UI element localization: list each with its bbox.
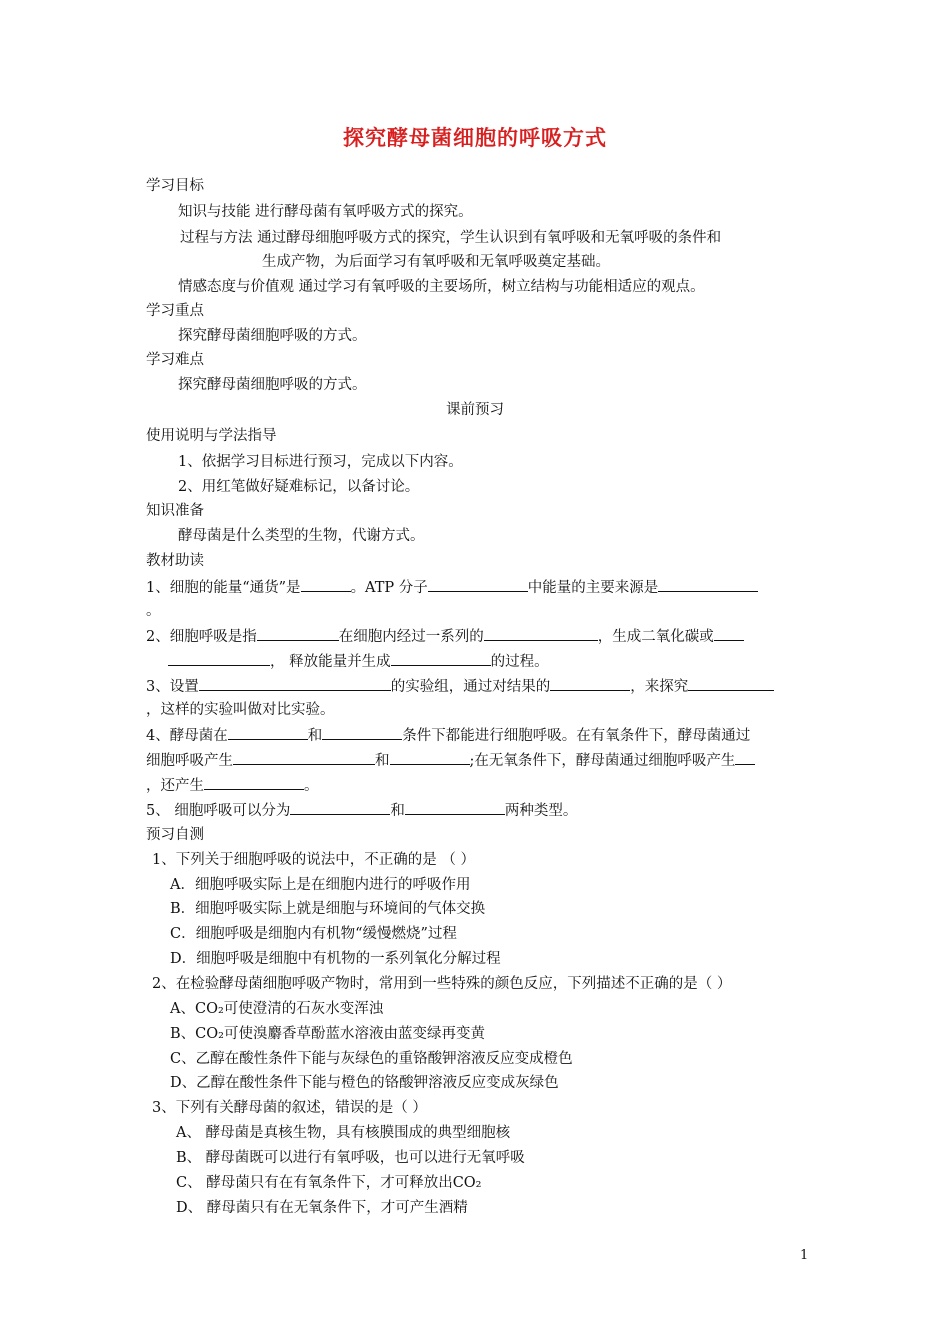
guide-heading: 使用说明与学法指导 xyxy=(146,428,277,444)
self-test-heading: 预习自测 xyxy=(146,827,204,843)
answer-blank[interactable] xyxy=(228,725,308,740)
self-test-q3-option: C、 酵母菌只有在有氧条件下，才可释放出CO₂ xyxy=(176,1175,482,1191)
self-test-q2-stem: 2、在检验酵母菌细胞呼吸产物时，常用到一些特殊的颜色反应，下列描述不正确的是（ ） xyxy=(152,976,732,992)
self-test-q3-stem: 3、下列有关酵母菌的叙述，错误的是（ ） xyxy=(152,1100,427,1116)
reading-q3-line2: ，这样的实验叫做对比实验。 xyxy=(146,702,335,718)
answer-blank[interactable] xyxy=(688,676,774,691)
answer-blank[interactable] xyxy=(714,626,744,641)
reading-q1-line2: 。 xyxy=(146,603,161,619)
answer-blank[interactable] xyxy=(168,651,270,666)
objectives-heading: 学习目标 xyxy=(146,178,204,194)
difficulty-text: 探究酵母菌细胞呼吸的方式。 xyxy=(178,377,367,393)
self-test-q1-option: A．细胞呼吸实际上是在细胞内进行的呼吸作用 xyxy=(170,877,471,893)
guide-item-1: 1、依据学习目标进行预习，完成以下内容。 xyxy=(178,454,463,470)
self-test-q3-option: B、 酵母菌既可以进行有氧呼吸，也可以进行无氧呼吸 xyxy=(176,1150,525,1166)
focus-heading: 学习重点 xyxy=(146,303,204,319)
answer-blank[interactable] xyxy=(290,800,390,815)
answer-blank[interactable] xyxy=(405,800,505,815)
answer-blank[interactable] xyxy=(550,676,630,691)
reading-q5: 5、 细胞呼吸可以分为 和 两种类型。 xyxy=(146,800,577,821)
guide-item-2: 2、用红笔做好疑难标记，以备讨论。 xyxy=(178,479,420,495)
preview-heading: 课前预习 xyxy=(446,402,504,418)
answer-blank[interactable] xyxy=(301,577,351,592)
reading-q4-line1: 4、酵母菌在 和 条件下都能进行细胞呼吸。在有氧条件下，酵母菌通过 xyxy=(146,725,750,746)
self-test-q3-option: D、 酵母菌只有在无氧条件下，才可产生酒精 xyxy=(176,1200,468,1216)
answer-blank[interactable] xyxy=(257,626,339,641)
answer-blank[interactable] xyxy=(204,775,304,790)
reading-q4-line2: 细胞呼吸产生 和 ;在无氧条件下，酵母菌通过细胞呼吸产生 xyxy=(146,750,755,771)
answer-blank[interactable] xyxy=(658,577,758,592)
self-test-q2-option: B、CO₂可使溴麝香草酚蓝水溶液由蓝变绿再变黄 xyxy=(170,1026,485,1042)
page-number: 1 xyxy=(800,1248,809,1263)
objective-knowledge: 知识与技能 进行酵母菌有氧呼吸方式的探究。 xyxy=(178,204,473,220)
self-test-q1-option: B．细胞呼吸实际上就是细胞与环境间的气体交换 xyxy=(170,901,486,917)
reading-q1-line1: 1、细胞的能量“通货”是 。ATP 分子 中能量的主要来源是 xyxy=(146,577,758,598)
answer-blank[interactable] xyxy=(428,577,528,592)
reading-heading: 教材助读 xyxy=(146,553,204,569)
self-test-q1-stem: 1、下列关于细胞呼吸的说法中，不正确的是 （ ） xyxy=(152,852,475,868)
knowledge-prep-heading: 知识准备 xyxy=(146,503,204,519)
self-test-q3-option: A、 酵母菌是真核生物，具有核膜围成的典型细胞核 xyxy=(176,1125,511,1141)
self-test-q1-option: D．细胞呼吸是细胞中有机物的一系列氧化分解过程 xyxy=(170,951,501,967)
answer-blank[interactable] xyxy=(322,725,402,740)
document-title: 探究酵母菌细胞的呼吸方式 xyxy=(343,126,607,150)
self-test-q2-option: A、CO₂可使澄清的石灰水变浑浊 xyxy=(170,1001,384,1017)
answer-blank[interactable] xyxy=(199,676,391,691)
reading-q4-line3: ，还产生 。 xyxy=(146,775,319,796)
reading-q2-line2: ， 释放能量并生成 的过程。 xyxy=(168,651,549,672)
self-test-q2-option: D、乙醇在酸性条件下能与橙色的铬酸钾溶液反应变成灰绿色 xyxy=(170,1075,559,1091)
reading-q2-line1: 2、细胞呼吸是指 在细胞内经过一系列的 ，生成二氧化碳或 xyxy=(146,626,744,647)
answer-blank[interactable] xyxy=(391,651,491,666)
reading-q3-line1: 3、设置 的实验组，通过对结果的 ，来探究 xyxy=(146,676,774,697)
objective-process-line2: 生成产物，为后面学习有氧呼吸和无氧呼吸奠定基础。 xyxy=(262,254,610,270)
objective-emotion: 情感态度与价值观 通过学习有氧呼吸的主要场所，树立结构与功能相适应的观点。 xyxy=(178,279,705,295)
self-test-q2-option: C、乙醇在酸性条件下能与灰绿色的重铬酸钾溶液反应变成橙色 xyxy=(170,1051,573,1067)
focus-text: 探究酵母菌细胞呼吸的方式。 xyxy=(178,328,367,344)
answer-blank[interactable] xyxy=(735,750,755,765)
self-test-q1-option: C．细胞呼吸是细胞内有机物“缓慢燃烧”过程 xyxy=(170,926,457,942)
difficulty-heading: 学习难点 xyxy=(146,352,204,368)
answer-blank[interactable] xyxy=(484,626,598,641)
answer-blank[interactable] xyxy=(233,750,375,765)
objective-process-line1: 过程与方法 通过酵母细胞呼吸方式的探究，学生认识到有氧呼吸和无氧呼吸的条件和 xyxy=(180,230,722,246)
answer-blank[interactable] xyxy=(390,750,470,765)
knowledge-prep-text: 酵母菌是什么类型的生物，代谢方式。 xyxy=(178,528,425,544)
